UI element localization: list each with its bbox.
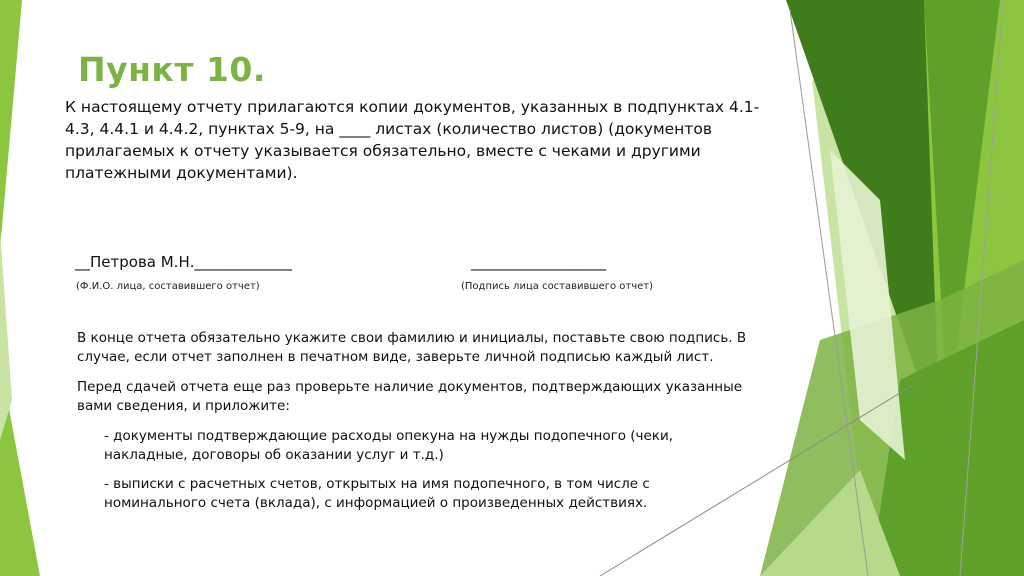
- list-item-account-statements: - выписки с расчетных счетов, открытых на имя подопечного, в том числе с номинального счета (вклада), с информацией о произведенных действиях.: [104, 476, 650, 511]
- instruction-paragraph-documents: Перед сдачей отчета еще раз проверьте наличие документов, подтверждающих указанные вами сведения, и приложите:: [77, 379, 743, 414]
- name-caption: (Ф.И.О. лица, составившего отчет): [76, 281, 260, 292]
- signature-blank-line: __________________: [471, 253, 606, 271]
- list-item-expense-documents: - документы подтверждающие расходы опекуна на нужды подопечного (чеки, накладные, договоры об оказании услуг и т.д.): [104, 428, 674, 463]
- signature-caption: (Подпись лица составившего отчет): [461, 281, 654, 292]
- left-green-sliver-pale: [0, 230, 12, 440]
- instruction-paragraph-signature: В конце отчета обязательно укажите свои фамилию и инициалы, поставьте свою подпись. В случае, если отчет заполнен в печатном виде, заверьте личной подписью каждый лист.: [77, 330, 747, 365]
- left-green-sliver: [0, 0, 22, 250]
- intro-paragraph: К настоящему отчету прилагаются копии документов, указанных в подпунктах 4.1-4.3, 4.4.1 и 4.4.2, пунктах 5-9, на ____ листах (количество листов) (документов прилагаемых к отчету указывается обязательно, вместе с чеками и другими платежными документами).: [65, 98, 760, 182]
- slide-title: Пункт 10.: [78, 50, 266, 89]
- name-signature-line: __Петрова М.Н._____________: [75, 253, 293, 271]
